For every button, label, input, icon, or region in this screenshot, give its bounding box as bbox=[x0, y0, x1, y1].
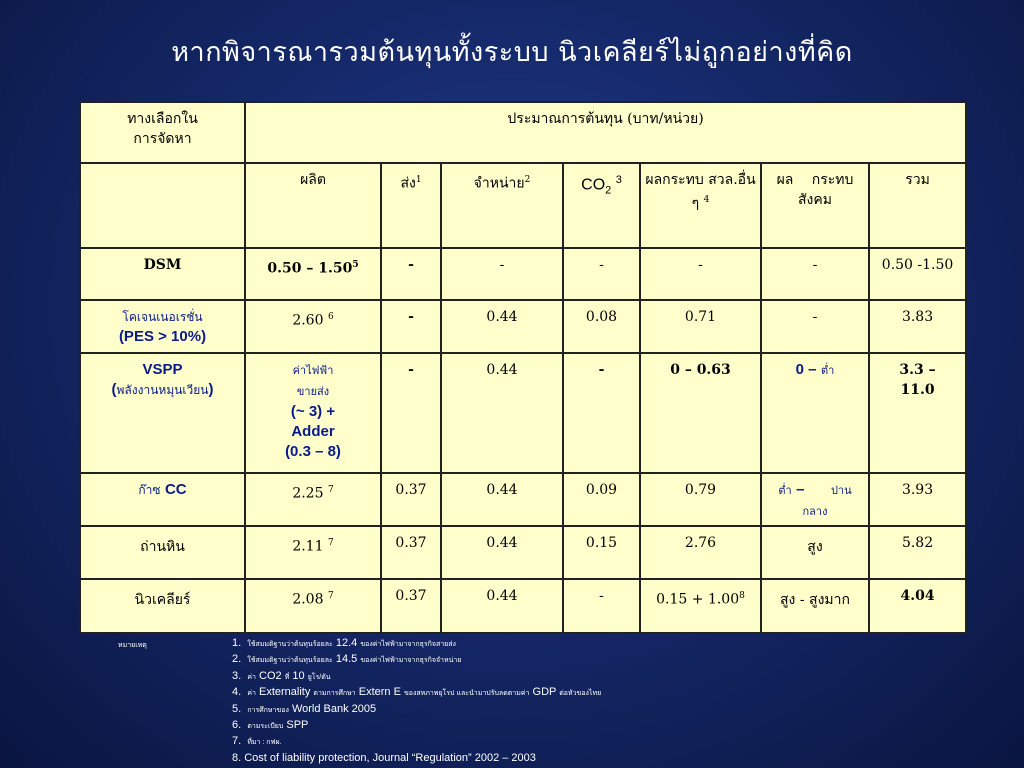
subheader-empty bbox=[80, 163, 245, 248]
cell-distribution: 0.44 bbox=[441, 300, 563, 353]
cell-production: 0.50 – 1.50$^5$ bbox=[245, 248, 381, 300]
cell-social: - bbox=[761, 300, 869, 353]
cell-social: 0 – ต่ำ bbox=[761, 353, 869, 473]
row-label-nuclear: นิวเคลียร์ bbox=[80, 579, 245, 633]
subheader-social-impact: ผล กระทบ สังคม bbox=[761, 163, 869, 248]
cell-env: 0.79 bbox=[640, 473, 761, 526]
footnote-8: 8. Cost of liability protection, Journal “Regulation” 2002 – 2003 bbox=[232, 751, 536, 764]
cell-total: 3.3 – 11.0 bbox=[869, 353, 966, 473]
cell-distribution: 0.44 bbox=[441, 473, 563, 526]
header-options-line1: ทางเลือกใน bbox=[127, 111, 198, 127]
cell-production: ค่าไฟฟ้า ขายส่ง (~ 3) + Adder (0.3 – 8) bbox=[245, 353, 381, 473]
cell-co2: 0.08 bbox=[563, 300, 640, 353]
cell-co2: - bbox=[563, 248, 640, 300]
table-row bbox=[80, 248, 966, 300]
cell-total: 3.83 bbox=[869, 300, 966, 353]
cell-transmission: 0.37 bbox=[381, 579, 441, 633]
table-row bbox=[80, 300, 966, 353]
row-label-coal: ถ่านหิน bbox=[80, 526, 245, 579]
cell-production: 2.60 $^6$ bbox=[245, 300, 381, 353]
header-cost-estimate: ประมาณการต้นทุน (บาท/หน่วย) bbox=[245, 102, 966, 163]
cell-transmission: 0.37 bbox=[381, 473, 441, 526]
cell-env: 0 – 0.63 bbox=[640, 353, 761, 473]
table-row bbox=[80, 353, 966, 473]
footnote-list bbox=[232, 636, 892, 766]
table-row bbox=[80, 526, 966, 579]
row-label-cogen: โคเจนเนอเรชั่น (PES > 10%) bbox=[80, 300, 245, 353]
footnote-4: 4. ค่า Externality ตามการศึกษา Extern E ของสหภาพยุโรป และนำมาปรับลดตามค่า GDP ต่อหัวของไทย bbox=[232, 686, 602, 699]
cell-total: 4.04 bbox=[869, 579, 966, 633]
header-options-cell bbox=[80, 102, 245, 163]
cell-distribution: - bbox=[441, 248, 563, 300]
cell-transmission: - bbox=[381, 353, 441, 473]
cell-distribution: 0.44 bbox=[441, 353, 563, 473]
footnote-1: 1. ใช้สมมติฐานว่าต้นทุนร้อยละ 12.4 ของค่าไฟฟ้ามาจากธุรกิจสายส่ง bbox=[232, 637, 456, 649]
cell-production: 2.11 $^7$ bbox=[245, 526, 381, 579]
cell-social: - bbox=[761, 248, 869, 300]
header-row bbox=[80, 102, 966, 163]
cell-env: - bbox=[640, 248, 761, 300]
cell-co2: - bbox=[563, 579, 640, 633]
footnote-6: 6. ตามระเบียบ SPP bbox=[232, 719, 309, 732]
cell-distribution: 0.44 bbox=[441, 526, 563, 579]
row-label-vspp: VSPP (พลังงานหมุนเวียน) bbox=[80, 353, 245, 473]
subheader-row bbox=[80, 163, 966, 248]
cell-social: สูง - สูงมาก bbox=[761, 579, 869, 633]
cost-table bbox=[79, 101, 967, 634]
cell-production: 2.08 $^7$ bbox=[245, 579, 381, 633]
cell-social: ต่ำ – ปาน กลาง bbox=[761, 473, 869, 526]
row-label-dsm: DSM bbox=[80, 248, 245, 300]
cell-production: 2.25 $^7$ bbox=[245, 473, 381, 526]
footnote-5: 5. การศึกษาของ World Bank 2005 bbox=[232, 702, 377, 715]
cell-transmission: - bbox=[381, 248, 441, 300]
cell-env: $0.15 + 1.00^8$ bbox=[640, 579, 761, 633]
cell-transmission: 0.37 bbox=[381, 526, 441, 579]
subheader-env-impact: ผลกระทบ สวล.อื่น ๆ $^4$ bbox=[640, 163, 761, 248]
header-options-line2: การจัดหา bbox=[133, 131, 192, 147]
cell-total: 3.93 bbox=[869, 473, 966, 526]
cell-env: 2.76 bbox=[640, 526, 761, 579]
subheader-transmission: ส่ง$^1$ bbox=[381, 163, 441, 248]
subheader-production: ผลิต bbox=[245, 163, 381, 248]
slide-title: หากพิจารณารวมต้นทุนทั้งระบบ นิวเคลียร์ไม่ถูกอย่างที่คิด bbox=[171, 37, 853, 68]
cell-transmission: - bbox=[381, 300, 441, 353]
notes-label: หมายเหตุ bbox=[118, 642, 147, 649]
footnote-7: 7. ที่มา : กฟผ. bbox=[232, 735, 282, 748]
footnote-2: 2. ใช้สมมติฐานว่าต้นทุนร้อยละ 14.5 ของค่าไฟฟ้ามาจากธุรกิจจำหน่าย bbox=[232, 653, 462, 666]
subheader-distribution: จำหน่าย$^2$ bbox=[441, 163, 563, 248]
cell-social: สูง bbox=[761, 526, 869, 579]
cell-total: 5.82 bbox=[869, 526, 966, 579]
cell-distribution: 0.44 bbox=[441, 579, 563, 633]
row-label-gas-cc: ก๊าซ CC bbox=[80, 473, 245, 526]
subheader-co2: $CO_2$ $^3$ bbox=[563, 163, 640, 248]
table-row bbox=[80, 579, 966, 633]
table-row bbox=[80, 473, 966, 526]
cell-co2: 0.15 bbox=[563, 526, 640, 579]
cell-co2: 0.09 bbox=[563, 473, 640, 526]
cell-co2: - bbox=[563, 353, 640, 473]
subheader-total: รวม bbox=[869, 163, 966, 248]
cell-total: 0.50 -1.50 bbox=[869, 248, 966, 300]
cell-env: 0.71 bbox=[640, 300, 761, 353]
footnote-3: 3. ค่า CO2 ที่ 10 ยูโร/ตัน bbox=[232, 669, 331, 682]
